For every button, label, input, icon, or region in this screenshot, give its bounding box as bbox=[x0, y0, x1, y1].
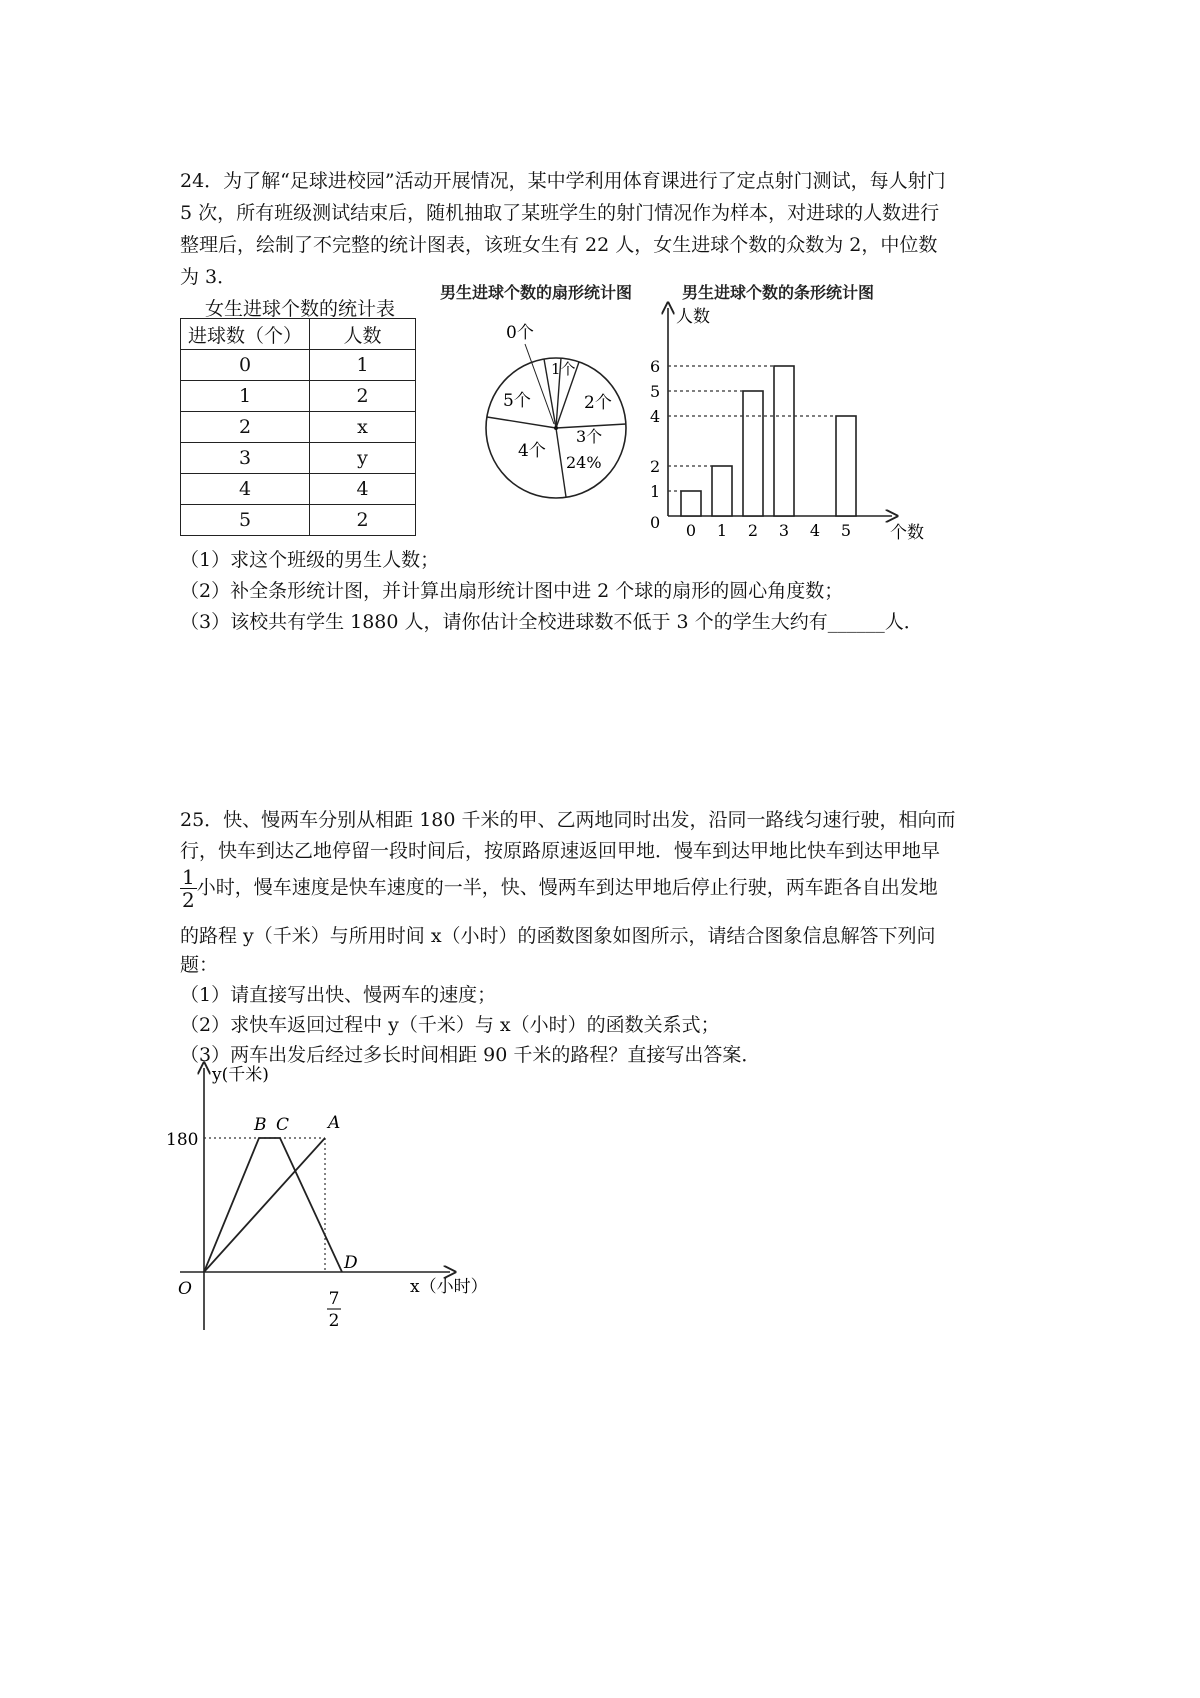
q24-line-2: 5 次，所有班级测试结束后，随机抽取了某班学生的射门情况作为样本，对进球的人数进行 bbox=[180, 202, 940, 224]
q25-line-5: 题： bbox=[180, 954, 219, 976]
bar-y-axis-label: 人数 bbox=[676, 307, 710, 327]
pie-chart bbox=[470, 300, 650, 540]
table-header-row bbox=[181, 319, 416, 350]
bar-x-tick-label: 0 bbox=[685, 521, 697, 540]
pie-label-4: 4个 bbox=[518, 441, 546, 461]
q25-line-4: 的路程 y（千米）与所用时间 x（小时）的函数图象如图所示，请结合图象信息解答下列问 bbox=[180, 925, 936, 947]
q24-line-4: 为 3． bbox=[180, 266, 237, 288]
bar-x-tick-label: 5 bbox=[840, 521, 852, 540]
graph-origin-label: O bbox=[178, 1279, 192, 1299]
pie-chart-title: 男生进球个数的扇形统计图 bbox=[440, 283, 633, 302]
pie-label-1: 1个 bbox=[551, 360, 576, 378]
bar-chart bbox=[640, 298, 940, 548]
point-b-label: B bbox=[254, 1115, 267, 1135]
table-cell: 3 bbox=[181, 443, 310, 474]
q24-line-1: 24．为了解“足球进校园”活动开展情况，某中学利用体育课进行了定点射门测试，每人射门 bbox=[180, 170, 946, 192]
half-fraction bbox=[180, 866, 197, 911]
pie-label-3-percent: 24% bbox=[566, 453, 602, 472]
q24-line-3: 整理后，绘制了不完整的统计图表，该班女生有 22 人，女生进球个数的众数为 2，中位数 bbox=[180, 234, 938, 256]
table-cell: 1 bbox=[181, 381, 310, 412]
table-cell: 5 bbox=[181, 505, 310, 536]
point-c-label: C bbox=[276, 1115, 290, 1135]
q24-part-1: （1）求这个班级的男生人数； bbox=[180, 549, 440, 571]
table-cell: y bbox=[310, 443, 416, 474]
table-cell: 2 bbox=[181, 412, 310, 443]
slow-car-line bbox=[204, 1138, 325, 1272]
table-header-count: 人数 bbox=[310, 319, 416, 350]
table-cell: 0 bbox=[181, 350, 310, 381]
q24-part-3: （3）该校共有学生 1880 人，请你估计全校进球数不低于 3 个的学生大约有______人． bbox=[180, 611, 923, 633]
pie-center-dot bbox=[554, 426, 558, 430]
table-row bbox=[181, 474, 416, 505]
girls-goal-table bbox=[180, 318, 416, 536]
pie-divider bbox=[556, 428, 566, 497]
table-header-goals: 进球数（个） bbox=[181, 319, 310, 350]
bar-x-tick-label: 3 bbox=[778, 521, 790, 540]
bar-y-tick-0: 0 bbox=[650, 513, 661, 532]
graph-y-label: y(千米) bbox=[212, 1065, 269, 1085]
fraction-numerator: 1 bbox=[182, 865, 195, 889]
pie-label-2: 2个 bbox=[584, 393, 612, 413]
pie-divider bbox=[487, 417, 556, 428]
fast-car-line bbox=[204, 1138, 342, 1272]
bar-y-tick-label: 2 bbox=[650, 457, 661, 476]
bar-x-tick-label: 1 bbox=[716, 521, 728, 540]
q24-part-2: （2）补全条形统计图，并计算出扇形统计图中进 2 个球的扇形的圆心角度数； bbox=[180, 580, 844, 602]
q25-line-1: 25．快、慢两车分别从相距 180 千米的甲、乙两地同时出发，沿同一路线匀速行驶，相向而 bbox=[180, 809, 956, 831]
table-cell: 4 bbox=[310, 474, 416, 505]
pie-leader-line bbox=[525, 344, 554, 424]
table-cell: 1 bbox=[310, 350, 416, 381]
graph-y-tick-180: 180 bbox=[166, 1130, 199, 1150]
pie-label-5: 5个 bbox=[503, 391, 531, 411]
fraction-denominator: 2 bbox=[182, 888, 195, 912]
graph-x-label: x（小时） bbox=[410, 1277, 488, 1297]
bar-x-axis-label: 个数 bbox=[890, 523, 924, 543]
bar-chart-title: 男生进球个数的条形统计图 bbox=[682, 283, 875, 302]
q25-line-3 bbox=[180, 866, 938, 911]
bar-y-tick-label: 1 bbox=[650, 482, 661, 501]
table-row bbox=[181, 443, 416, 474]
q25-line-2: 行，快车到达乙地停留一段时间后，按原路原速返回甲地．慢车到达甲地比快车到达甲地早 bbox=[180, 840, 941, 862]
bar-0 bbox=[681, 491, 701, 516]
bar-x-tick-label: 4 bbox=[809, 521, 821, 540]
table-cell: x bbox=[310, 412, 416, 443]
bar-3 bbox=[774, 366, 794, 516]
graph-x-tick-denominator: 2 bbox=[328, 1311, 340, 1331]
bar-1 bbox=[712, 466, 732, 516]
table-row bbox=[181, 350, 416, 381]
bar-y-tick-label: 4 bbox=[650, 407, 661, 426]
table-cell: 2 bbox=[310, 381, 416, 412]
q25-part-1: （1）请直接写出快、慢两车的速度； bbox=[180, 984, 497, 1006]
q25-part-3: （3）两车出发后经过多长时间相距 90 千米的路程？直接写出答案． bbox=[180, 1044, 761, 1066]
bar-x-tick-label: 2 bbox=[747, 521, 759, 540]
q25-part-2: （2）求快车返回过程中 y（千米）与 x（小时）的函数关系式； bbox=[180, 1014, 720, 1036]
table-row bbox=[181, 505, 416, 536]
distance-time-graph bbox=[160, 1060, 510, 1335]
pie-label-0: 0个 bbox=[506, 323, 534, 343]
bar-2 bbox=[743, 391, 763, 516]
q25-line-3-text: 小时，慢车速度是快车速度的一半，快、慢两车到达甲地后停止行驶，两车距各自出发地 bbox=[196, 876, 938, 899]
graph-x-tick-numerator: 7 bbox=[328, 1289, 340, 1309]
bar-5 bbox=[836, 416, 856, 516]
pie-label-3: 3个 bbox=[576, 427, 603, 446]
bar-y-tick-label: 5 bbox=[650, 382, 661, 401]
point-a-label: A bbox=[328, 1113, 341, 1133]
point-d-label: D bbox=[344, 1253, 358, 1273]
table-row bbox=[181, 412, 416, 443]
table-row bbox=[181, 381, 416, 412]
table-title: 女生进球个数的统计表 bbox=[205, 298, 396, 320]
table-cell: 2 bbox=[310, 505, 416, 536]
bar-y-tick-label: 6 bbox=[650, 357, 661, 376]
table-cell: 4 bbox=[181, 474, 310, 505]
